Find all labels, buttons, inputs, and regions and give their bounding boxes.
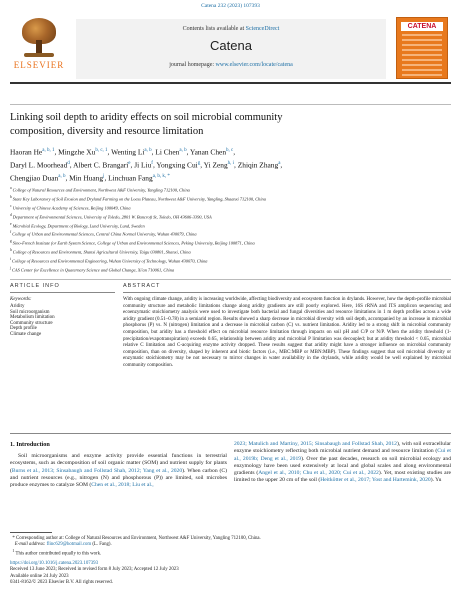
email-link[interactable]: flinc629@hotmail.com: [46, 542, 92, 548]
keyword-item: Soil microorganism: [10, 309, 50, 315]
sciencedirect-link[interactable]: ScienceDirect: [245, 26, 280, 32]
introduction-right-column: [234, 441, 451, 485]
author-affiliation-marks[interactable]: a, b: [179, 148, 187, 153]
author-affiliation-marks[interactable]: a, b, k, *: [152, 173, 170, 179]
contents-line: Contents lists available at ScienceDirect: [182, 26, 280, 32]
keyword-item: Community structure: [10, 320, 53, 326]
author-name[interactable]: Li Chen: [155, 147, 180, 157]
author-affiliation-marks[interactable]: g: [197, 160, 201, 166]
keyword-item: Metabolism limitation: [10, 315, 55, 321]
article-title: Linking soil depth to aridity effects on soil microbial community composition, diversity and resource limitation: [10, 112, 283, 137]
affiliation-item: $^e$Microbial Ecology, Department of Biology, Lund University, Lund, Sweden: [10, 221, 145, 228]
header-divider: [10, 82, 451, 84]
keywords-list: [10, 304, 55, 338]
doi-block: [10, 561, 179, 586]
body-text: ), with soil extracellular enzyme stoichiometry reflecting both microbial nutrient demand and resource limitation (: [234, 441, 451, 455]
author-affiliation-marks[interactable]: j: [103, 173, 105, 179]
author-affiliation-marks[interactable]: a, b: [58, 173, 66, 179]
affiliation-item: $^b$State Key Laboratory of Soil Erosion and Dryland Farming on the Loess Plateau, Northwest A&F University, Yangling, Shaanxi 712100, China: [10, 194, 266, 202]
elsevier-tree-icon: [20, 18, 58, 58]
cover-title: CATENA: [401, 22, 443, 31]
article-info-heading: ARTICLE INFO: [10, 283, 60, 289]
citation-link[interactable]: Cui et al., 2019b; Deng et al., 2019: [234, 448, 451, 462]
abstract-underline: [123, 292, 451, 293]
elsevier-wordmark: ELSEVIER: [13, 60, 65, 70]
abstract-text: With ongoing climate change, aridity is increasing worldwide, affecting biodiversity and ecosystem function in drylands. However, how the depth-profile microbial community structure and metabolic limitations change along aridity gradients are still poorly explored. Here, 16S rRNA and ITS amplicon sequencing and ecoenzymatic stoichiometry analysis were used to investigate both bacterial and fungal diversities and resource limitations in 1 m depth profiles across a wide aridity gradient (0.51–0.78) in a semiarid region. Results showed a sharp decrease in microbial diversity with soil depth, accompanied by an increase in microbial phosphorus (P) vs. N (nitrogen) limitation and a decrease in microbial carbon (C) vs. nutrient limitation. Aridity led to a strong shift in microbial community composition, but aridity has a threshold effect on microbial resource limitation through impacts on soil pH and C/P or N/P. When the aridity threshold (1-precipitation/evapotranspiration) exceeds 0.65, relationship between aridity and microbial P limitation was decoupled; but at aridity threshold < 0.65, microbial relative C limitation and C-acquiring enzyme activity dropped. These results suggest that aridity might have a stronger influence on microbial community composition, than on diversity, shaped by inherent and biotic factors (i.e., MBC:MBP or MBN:MBP). These findings suggest that soil microbial diversity or enzymatic stoichiometry may be not necessary to mirror changes in water availability in the drylands, while aridity would be well explained by microbial community composition.: [123, 297, 451, 368]
author-affiliation-marks[interactable]: f: [151, 160, 153, 166]
author-affiliation-marks[interactable]: h, i: [227, 160, 235, 166]
author-name[interactable]: Daryl L. Moorhead: [10, 160, 68, 170]
author-line: Daryl L. Moorhead$^d$, Albert C. Brangarí$^e$, Ji Liu$^f$, Yongxing Cui$^g$, Yi Zeng$^{h, i}$, Zhiqin Zhang$^a$,: [10, 160, 283, 170]
affiliation-item: $^h$College of Resources and Environment, Shanxi Agricultural University, Taigu 030801, Shanxi, China: [10, 248, 191, 255]
affiliation-item: $^d$Department of Environmental Sciences, University of Toledo, 2801 W. Bancroft St, Toledo, OH 43606-3390, USA: [10, 212, 212, 220]
copyright-line: 0341-8162/© 2023 Elsevier B.V. All rights reserved.: [10, 579, 113, 585]
info-divider: [10, 279, 451, 280]
article-info-underline: [10, 292, 115, 293]
body-text: ). Yu: [430, 477, 442, 484]
author-affiliation-marks[interactable]: e: [128, 160, 131, 166]
citation-link[interactable]: Angel et al., 2010; Chu et al., 2020; Cui et al., 2022: [258, 470, 379, 477]
abstract-end-divider: [10, 433, 451, 434]
footnotes: [10, 532, 451, 558]
author-affiliation-marks[interactable]: a, b, 1: [42, 148, 55, 153]
keyword-item: Climate change: [10, 331, 42, 337]
received-dates: Received 13 June 2023; Received in revised form 8 July 2023; Accepted 12 July 2023: [10, 567, 179, 573]
author-line: Haoran He$^{a, b, 1}$, Mingzhe Xu$^{b, c, 1}$, Wenting Li$^{a, b}$, Li Chen$^{a, b}$, Yanan Chen$^{b, c}$,: [10, 147, 236, 157]
author-name[interactable]: Albert C. Brangarí: [73, 160, 129, 170]
elsevier-logo[interactable]: [10, 18, 68, 70]
affiliation-item: $^a$College of Natural Resources and Environment, Northwest A&F University, Yangling 712100, China: [10, 186, 190, 193]
abstract-heading: ABSTRACT: [123, 283, 161, 289]
journal-masthead: [76, 19, 386, 79]
author-affiliation-marks[interactable]: b, c: [226, 148, 234, 153]
available-online-date: Available online 24 July 2023: [10, 573, 69, 579]
author-name[interactable]: Chengjiao Duan: [10, 173, 59, 182]
citation-link[interactable]: Burns et al., 2013; Sinsabaugh and Follstad Shah, 2012; Yang et al., 2020: [11, 467, 183, 474]
author-name[interactable]: Yanan Chen: [190, 147, 227, 157]
introduction-left-column: [10, 453, 227, 489]
affiliation-item: $^i$College of Resources and Environmental Engineering, Wuhan University of Technology, Wuhan 430070, China: [10, 257, 208, 264]
author-name[interactable]: Zhiqin Zhang: [237, 160, 279, 170]
author-affiliation-marks[interactable]: b, c, 1: [95, 148, 108, 153]
author-name[interactable]: Yongxing Cui: [156, 160, 198, 170]
affiliation-item: $^f$College of Urban and Environmental Sciences, Central China Normal University, Wuhan 430079, China: [10, 230, 197, 237]
author-name[interactable]: Ji Liu: [134, 160, 152, 170]
body-text: ). Over the past decades, research on soil microbial ecology and enzymology have been used extensively at local and global scales and along environmental gradients (: [234, 455, 451, 477]
affiliation-item: $^j$CAS Center for Excellence in Quaternary Science and Global Change, Xi'an 710061, China: [10, 265, 175, 273]
homepage-line: journal homepage: www.elsevier.com/locate/catena: [169, 62, 293, 68]
affiliation-item: $^c$University of Chinese Academy of Sciences, Beijing 100049, China: [10, 203, 131, 211]
author-name[interactable]: Linchuan Fang: [108, 173, 153, 182]
body-text: Soil microorganisms and enzyme activity provide essential functions in terrestrial ecosystems, such as decomposition of soil organic matter (SOM) and nutrient supply for plants (: [10, 453, 227, 474]
author-name[interactable]: Mingzhe Xu: [58, 147, 96, 157]
introduction-heading: 1. Introduction: [10, 441, 50, 448]
email-note: E-mail address: flinc629@hotmail.com (L. Fang).: [14, 542, 112, 548]
journal-cover-thumbnail[interactable]: [396, 17, 448, 79]
title-divider: [10, 104, 451, 105]
journal-citation[interactable]: Catena 232 (2023) 107393: [201, 3, 260, 9]
journal-title: Catena: [210, 38, 252, 53]
author-list: [10, 145, 451, 183]
keyword-item: Depth profile: [10, 326, 37, 332]
citation-link[interactable]: Chen et al., 2018; Liu et al.,: [91, 482, 154, 489]
keywords-label: Keywords:: [10, 297, 32, 302]
author-line: Chengjiao Duan$^{a, b}$, Min Huang$^j$, Linchuan Fang$^{a, b, k, *}$: [10, 173, 170, 182]
equal-contribution-note: $^1$ This author contributed equally to this work.: [12, 548, 102, 557]
author-affiliation-marks[interactable]: d: [67, 160, 70, 166]
citation-link[interactable]: Heitkötter et al., 2017; Yost and Hartemink, 2020: [320, 477, 431, 484]
corresponding-author-note: * Corresponding author at: College of Natural Resources and Environment, Northwest A&F University, Yangling 712100, China.: [10, 536, 261, 541]
author-affiliation-marks[interactable]: a, b: [144, 148, 152, 153]
author-name[interactable]: Haoran He: [10, 147, 43, 157]
author-name[interactable]: Yi Zeng: [203, 160, 228, 170]
citation-link[interactable]: 2023; Matulich and Martiny, 2015; Sinsabaugh and Follstad Shah, 2012: [234, 441, 397, 447]
keyword-item: Aridity: [10, 304, 25, 309]
body-text: ). Yet, most existing studies are limited to the upper 20 cm of the soil (: [234, 470, 452, 484]
author-name[interactable]: Wenting Li: [111, 147, 145, 157]
doi-link[interactable]: https://doi.org/10.1016/j.catena.2023.107393: [10, 561, 99, 566]
journal-homepage-link[interactable]: www.elsevier.com/locate/catena: [215, 62, 293, 68]
body-text: ). When carbon (C) and nutrient resources (e.g., nitrogen (N) and phosphorous (P)) are limited, soil microbes produce enzymes to catalyze SOM (: [10, 467, 227, 489]
affiliation-item: $^g$Sino-French Institute for Earth System Science, College of Urban and Environmental Sciences, Peking University, Beijing 100871, China: [10, 239, 255, 246]
author-affiliation-marks[interactable]: a: [278, 160, 281, 166]
author-name[interactable]: Min Huang: [69, 173, 104, 182]
affiliation-list: [10, 185, 451, 274]
